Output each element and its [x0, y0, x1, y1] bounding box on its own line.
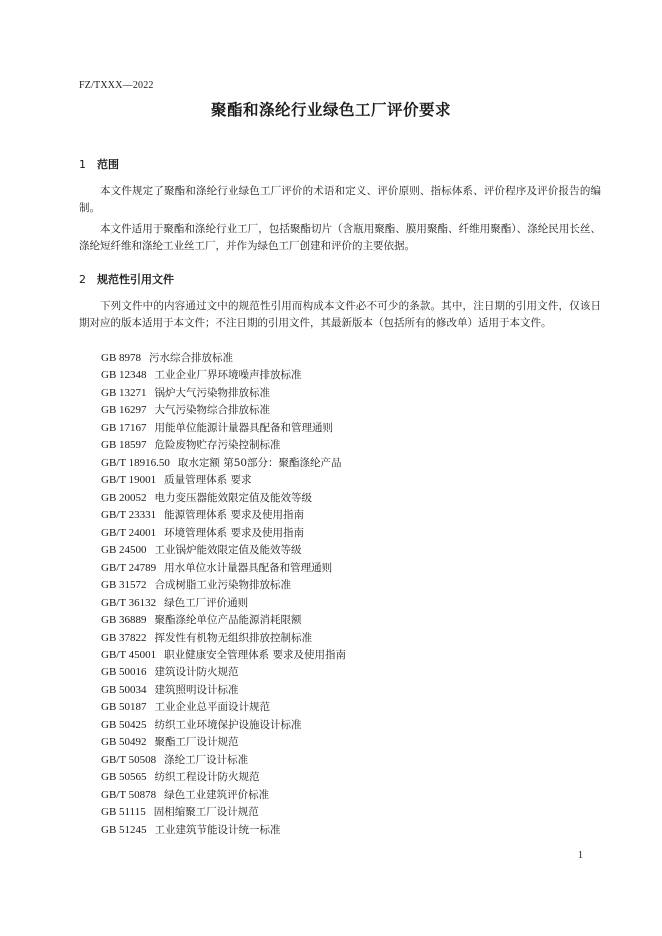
reference-title: 合成树脂工业污染物排放标准 [154, 579, 292, 592]
section-number: 1 [79, 158, 86, 171]
reference-item [101, 385, 346, 402]
reference-title: 职业健康安全管理体系 要求及使用指南 [164, 648, 346, 661]
reference-title: 工业建筑节能设计统一标准 [154, 823, 281, 836]
reference-title: 用水单位水计量器具配备和管理通则 [164, 561, 333, 574]
reference-code: GB 37822 [101, 631, 147, 644]
section-2-heading [79, 271, 174, 287]
reference-title: 工业锅炉能效限定值及能效等级 [154, 544, 302, 557]
reference-title: 聚酯工厂设计规范 [154, 736, 239, 749]
reference-item [101, 752, 346, 769]
reference-item [101, 367, 346, 384]
section-title: 范围 [97, 158, 119, 171]
document-code: FZ/TXXX—2022 [79, 80, 154, 91]
reference-code: GB/T 24789 [101, 561, 157, 574]
reference-title: 固相缩聚工厂设计规范 [153, 806, 259, 819]
reference-title: 锅炉大气污染物排放标准 [154, 386, 271, 399]
reference-code: GB/T 50508 [101, 753, 157, 766]
reference-title: 取水定额 第50部分：聚酯涤纶产品 [177, 456, 342, 469]
reference-title: 危险废物贮存污染控制标准 [154, 439, 281, 452]
section-1-heading [79, 156, 119, 172]
reference-item [101, 664, 346, 681]
reference-title: 用能单位能源计量器具配备和管理通则 [154, 421, 334, 434]
scope-paragraph-2: 本文件适用于聚酯和涤纶行业工厂，包括聚酯切片（含瓶用聚酯、膜用聚酯、纤维用聚酯）、涤纶民用长丝、涤纶短纤维和涤纶工业丝工厂，并作为绿色工厂创建和评价的主要依据。 [79, 223, 601, 252]
reference-item [101, 682, 346, 699]
scope-paragraph-1: 本文件规定了聚酯和涤纶行业绿色工厂评价的术语和定义、评价原则、指标体系、评价程序及评价报告的编制。 [79, 185, 601, 214]
reference-item [101, 472, 346, 489]
reference-list [101, 350, 346, 839]
reference-title: 质量管理体系 要求 [164, 474, 252, 487]
reference-item [101, 420, 346, 437]
reference-title: 工业企业总平面设计规范 [154, 701, 271, 714]
reference-item [101, 630, 346, 647]
reference-code: GB/T 18916.50 [101, 456, 170, 469]
reference-title: 涤纶工厂设计标准 [164, 753, 249, 766]
reference-code: GB 16297 [101, 404, 147, 417]
reference-item [101, 612, 346, 629]
reference-code: GB 12348 [101, 369, 147, 382]
reference-code: GB 8978 [101, 352, 142, 364]
page-number: 1 [578, 850, 583, 861]
reference-code: GB 20052 [101, 491, 147, 504]
reference-code: GB/T 50878 [101, 788, 157, 801]
section-number: 2 [79, 273, 86, 286]
reference-item [101, 717, 346, 734]
reference-item [101, 350, 346, 367]
reference-title: 挥发性有机物无组织排放控制标准 [154, 631, 313, 644]
reference-code: GB 17167 [101, 421, 147, 434]
reference-code: GB 50492 [101, 736, 147, 749]
reference-title: 聚酯涤纶单位产品能源消耗限额 [154, 614, 302, 627]
reference-item [101, 542, 346, 559]
reference-code: GB 50034 [101, 683, 147, 696]
reference-code: GB 50187 [101, 701, 147, 714]
section-title: 规范性引用文件 [97, 273, 174, 286]
reference-code: GB/T 36132 [101, 596, 157, 609]
reference-code: GB/T 24001 [101, 526, 157, 539]
reference-code: GB/T 19001 [101, 474, 157, 487]
reference-title: 纺织工程设计防火规范 [154, 771, 260, 784]
reference-item [101, 577, 346, 594]
reference-code: GB 50016 [101, 666, 147, 679]
reference-item [101, 402, 346, 419]
reference-item [101, 455, 346, 472]
reference-item [101, 699, 346, 716]
reference-title: 纺织工业环境保护设施设计标准 [154, 718, 302, 731]
page-title: 聚酯和涤纶行业绿色工厂评价要求 [210, 101, 451, 119]
reference-code: GB 18597 [101, 439, 147, 452]
reference-item [101, 734, 346, 751]
reference-item [101, 804, 346, 821]
reference-code: GB 51245 [101, 823, 147, 836]
reference-item [101, 490, 346, 507]
reference-item [101, 525, 346, 542]
reference-code: GB/T 23331 [101, 509, 157, 522]
reference-item [101, 560, 346, 577]
reference-item [101, 507, 346, 524]
reference-code: GB 24500 [101, 544, 147, 557]
reference-item [101, 769, 346, 786]
reference-code: GB/T 45001 [101, 648, 157, 661]
reference-item [101, 595, 346, 612]
reference-title: 建筑照明设计标准 [154, 683, 239, 696]
references-intro: 下列文件中的内容通过文中的规范性引用而构成本文件必不可少的条款。其中，注日期的引用文件，仅该日期对应的版本适用于本文件；不注日期的引用文件，其最新版本（包括所有的修改单）适用于本文件。 [79, 300, 601, 329]
reference-title: 绿色工厂评价通则 [164, 596, 249, 609]
reference-title: 电力变压器能效限定值及能效等级 [154, 491, 313, 504]
reference-title: 能源管理体系 要求及使用指南 [164, 509, 304, 522]
reference-title: 建筑设计防火规范 [154, 666, 239, 679]
reference-title: 工业企业厂界环境噪声排放标准 [154, 369, 302, 382]
reference-item [101, 787, 346, 804]
reference-title: 污水综合排放标准 [149, 352, 234, 364]
reference-title: 大气污染物综合排放标准 [154, 404, 271, 417]
reference-title: 环境管理体系 要求及使用指南 [164, 526, 304, 539]
reference-item [101, 647, 346, 664]
reference-code: GB 51115 [101, 806, 146, 819]
reference-title: 绿色工业建筑评价标准 [164, 788, 270, 801]
reference-code: GB 13271 [101, 386, 147, 399]
reference-code: GB 50565 [101, 771, 147, 784]
reference-item [101, 437, 346, 454]
reference-item [101, 822, 346, 839]
reference-code: GB 50425 [101, 718, 147, 731]
reference-code: GB 31572 [101, 579, 147, 592]
reference-code: GB 36889 [101, 614, 147, 627]
